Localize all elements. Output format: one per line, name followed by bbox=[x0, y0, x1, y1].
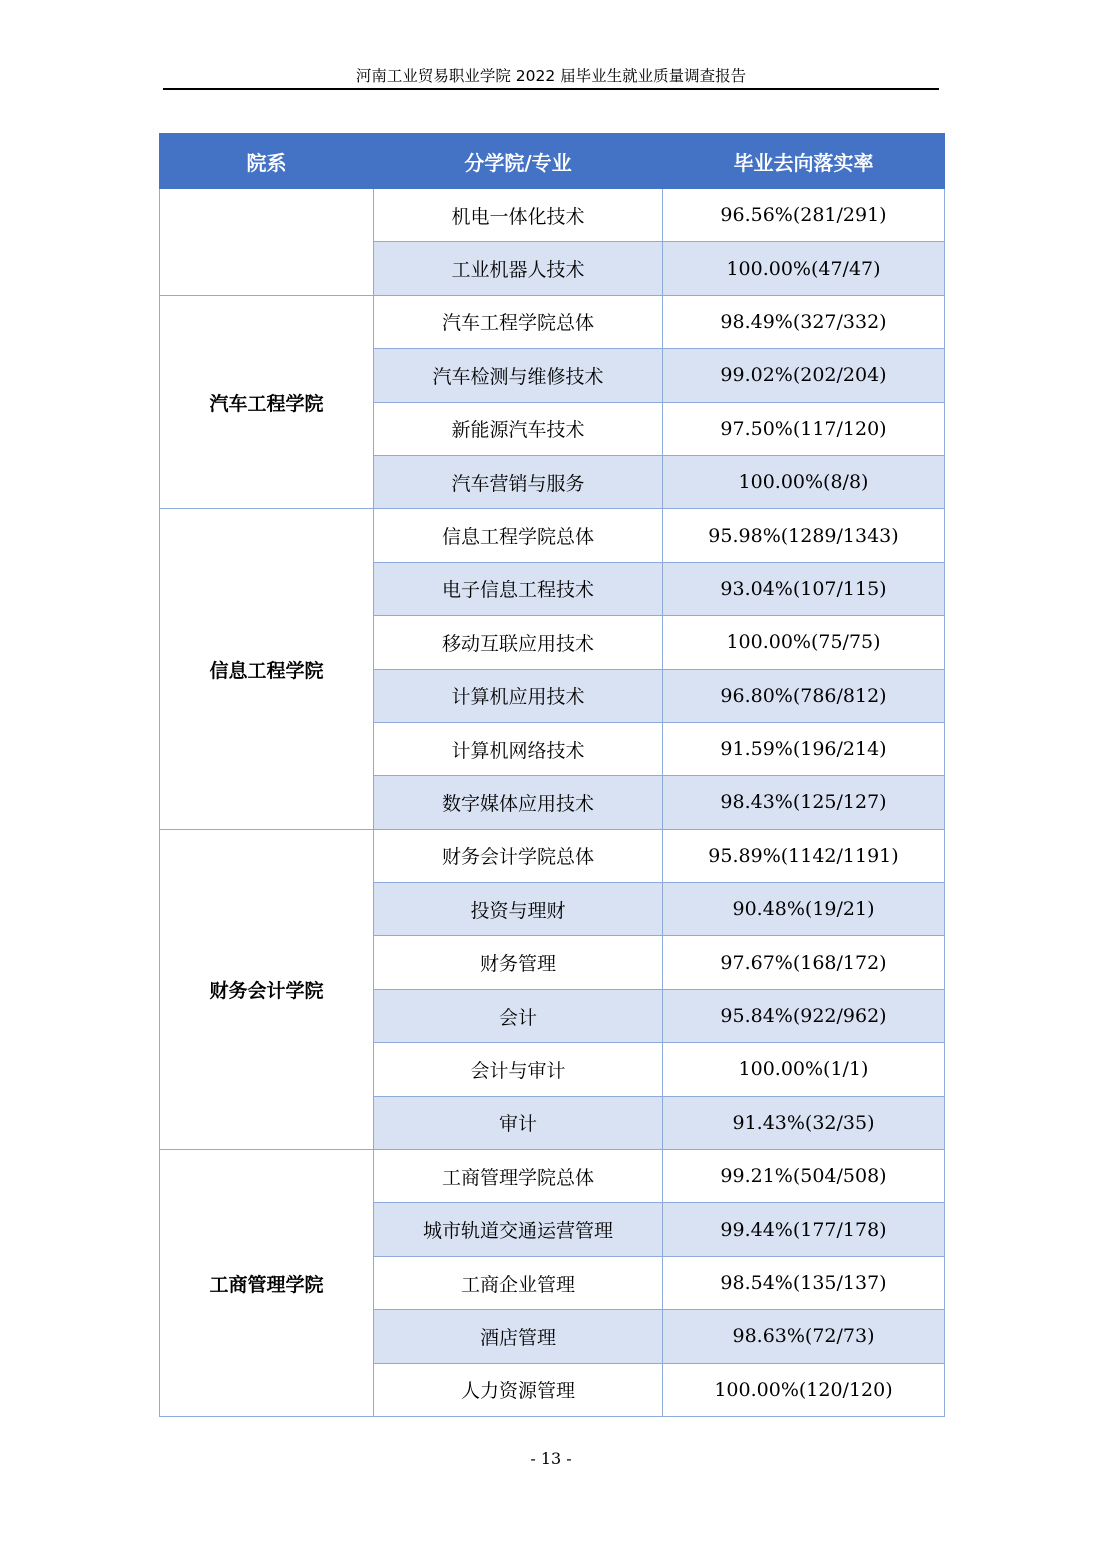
column-header-rate: 毕业去向落实率 bbox=[663, 134, 945, 189]
major-cell: 投资与理财 bbox=[374, 883, 663, 936]
rate-cell: 95.98%(1289/1343) bbox=[663, 509, 945, 562]
department-cell: 工商管理学院 bbox=[160, 1150, 374, 1417]
rate-cell: 98.54%(135/137) bbox=[663, 1256, 945, 1309]
rate-cell: 91.43%(32/35) bbox=[663, 1096, 945, 1149]
major-cell: 机电一体化技术 bbox=[374, 189, 663, 242]
rate-cell: 98.49%(327/332) bbox=[663, 295, 945, 348]
table-row bbox=[160, 829, 945, 882]
rate-cell: 91.59%(196/214) bbox=[663, 722, 945, 775]
major-cell: 工商企业管理 bbox=[374, 1256, 663, 1309]
rate-cell: 96.80%(786/812) bbox=[663, 669, 945, 722]
table-row bbox=[160, 1150, 945, 1203]
rate-cell: 97.67%(168/172) bbox=[663, 936, 945, 989]
department-cell: 财务会计学院 bbox=[160, 829, 374, 1149]
table-row bbox=[160, 295, 945, 348]
major-cell: 汽车检测与维修技术 bbox=[374, 349, 663, 402]
table-body bbox=[160, 189, 945, 1417]
report-header-title: 河南工业贸易职业学院 2022 届毕业生就业质量调查报告 bbox=[355, 67, 747, 85]
department-cell bbox=[160, 189, 374, 296]
rate-cell: 93.04%(107/115) bbox=[663, 562, 945, 615]
major-cell: 人力资源管理 bbox=[374, 1363, 663, 1416]
rate-cell: 98.43%(125/127) bbox=[663, 776, 945, 829]
rate-cell: 98.63%(72/73) bbox=[663, 1310, 945, 1363]
major-cell: 新能源汽车技术 bbox=[374, 402, 663, 455]
major-cell: 工业机器人技术 bbox=[374, 242, 663, 295]
header-divider bbox=[163, 88, 939, 90]
major-cell: 财务会计学院总体 bbox=[374, 829, 663, 882]
major-cell: 计算机网络技术 bbox=[374, 722, 663, 775]
department-cell: 信息工程学院 bbox=[160, 509, 374, 829]
major-cell: 汽车营销与服务 bbox=[374, 455, 663, 508]
major-cell: 会计 bbox=[374, 989, 663, 1042]
table-header-row bbox=[160, 134, 945, 189]
major-cell: 数字媒体应用技术 bbox=[374, 776, 663, 829]
major-cell: 财务管理 bbox=[374, 936, 663, 989]
column-header-major: 分学院/专业 bbox=[374, 134, 663, 189]
table-row bbox=[160, 189, 945, 242]
rate-cell: 90.48%(19/21) bbox=[663, 883, 945, 936]
rate-cell: 97.50%(117/120) bbox=[663, 402, 945, 455]
major-cell: 审计 bbox=[374, 1096, 663, 1149]
rate-cell: 96.56%(281/291) bbox=[663, 189, 945, 242]
rate-cell: 100.00%(8/8) bbox=[663, 455, 945, 508]
rate-cell: 100.00%(47/47) bbox=[663, 242, 945, 295]
major-cell: 工商管理学院总体 bbox=[374, 1150, 663, 1203]
major-cell: 汽车工程学院总体 bbox=[374, 295, 663, 348]
rate-cell: 95.89%(1142/1191) bbox=[663, 829, 945, 882]
rate-cell: 100.00%(1/1) bbox=[663, 1043, 945, 1096]
major-cell: 计算机应用技术 bbox=[374, 669, 663, 722]
major-cell: 酒店管理 bbox=[374, 1310, 663, 1363]
rate-cell: 99.21%(504/508) bbox=[663, 1150, 945, 1203]
employment-rate-table bbox=[159, 133, 945, 1417]
major-cell: 城市轨道交通运营管理 bbox=[374, 1203, 663, 1256]
major-cell: 移动互联应用技术 bbox=[374, 616, 663, 669]
major-cell: 信息工程学院总体 bbox=[374, 509, 663, 562]
rate-cell: 100.00%(120/120) bbox=[663, 1363, 945, 1416]
major-cell: 会计与审计 bbox=[374, 1043, 663, 1096]
rate-cell: 99.44%(177/178) bbox=[663, 1203, 945, 1256]
rate-cell: 95.84%(922/962) bbox=[663, 989, 945, 1042]
major-cell: 电子信息工程技术 bbox=[374, 562, 663, 615]
page-number: - 13 - bbox=[530, 1449, 572, 1468]
rate-cell: 100.00%(75/75) bbox=[663, 616, 945, 669]
column-header-department: 院系 bbox=[160, 134, 374, 189]
rate-cell: 99.02%(202/204) bbox=[663, 349, 945, 402]
table-row bbox=[160, 509, 945, 562]
department-cell: 汽车工程学院 bbox=[160, 295, 374, 509]
